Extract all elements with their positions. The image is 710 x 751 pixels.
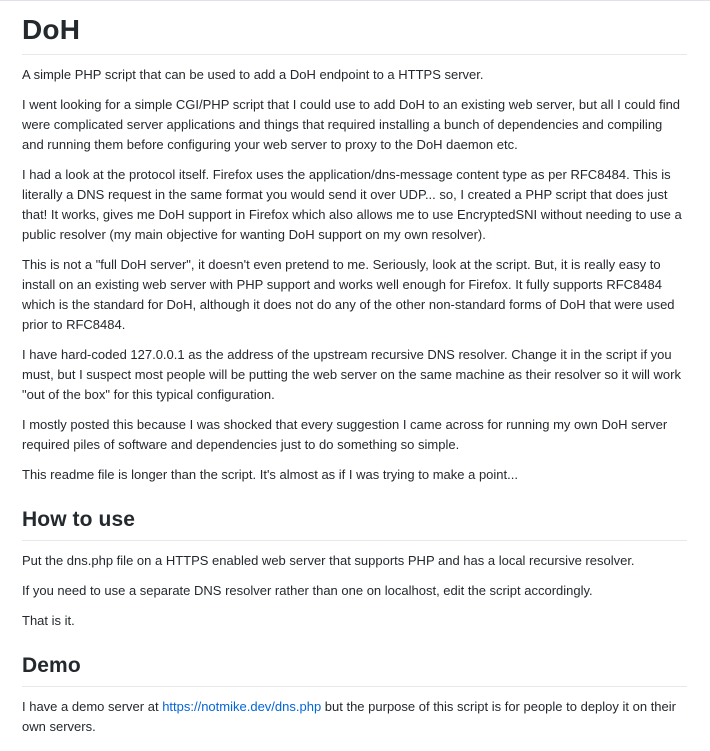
intro-paragraph-4: This is not a "full DoH server", it doesn't even pretend to me. Seriously, look at the script. But, it is really easy to install on an existing web server with PHP support and works well enough for Firefox. It fully supports RFC8484 which is the standard for DoH, although it does not do any of the other non-standard forms of DoH that were used prior to RFC8484. [22, 257, 675, 332]
how-to-use-paragraph-2: If you need to use a separate DNS resolver rather than one on localhost, edit the script accordingly. [22, 583, 593, 598]
intro-paragraph-7: This readme file is longer than the script. It's almost as if I was trying to make a point... [22, 467, 518, 482]
intro-paragraph-5: I have hard-coded 127.0.0.1 as the address of the upstream recursive DNS resolver. Change it in the script if you must, but I suspect most people will be putting the web server on the same machine as their resolver so it will work "out of the box" for this typical configuration. [22, 347, 681, 402]
how-to-use-paragraph-1: Put the dns.php file on a HTTPS enabled web server that supports PHP and has a local recursive resolver. [22, 553, 635, 568]
intro-paragraph-2: I went looking for a simple CGI/PHP script that I could use to add DoH to an existing web server, but all I could find were complicated server applications and things that required installing a bunch of dependencies and compiling and running them before configuring your web server to proxy to the DoH daemon etc. [22, 97, 681, 152]
section-heading-how-to-use: How to use [22, 507, 687, 541]
demo-text-after-link: but the purpose of this script is for people to deploy it on their own servers. [22, 699, 676, 734]
intro-paragraph-3: I had a look at the protocol itself. Firefox uses the application/dns-message content type as per RFC8484. This is literally a DNS request in the same format you would send it over UDP... so, I created a PHP script that does just that! It works, gives me DoH support in Firefox which also allows me to use EncryptedSNI without needing to use a public resolver (my main objective for wanting DoH support on my own resolver). [22, 167, 682, 242]
demo-paragraph [22, 697, 687, 737]
demo-text-before-link: I have a demo server at [22, 699, 163, 714]
demo-server-link[interactable]: https://notmike.dev/dns.php [162, 699, 322, 714]
intro-paragraph-6: I mostly posted this because I was shocked that every suggestion I came across for running my own DoH server required piles of software and dependencies just to do something so simple. [22, 417, 668, 452]
intro-paragraph-1: A simple PHP script that can be used to add a DoH endpoint to a HTTPS server. [22, 67, 484, 82]
how-to-use-paragraph-3: That is it. [22, 613, 75, 628]
section-heading-demo: Demo [22, 653, 687, 687]
page-title: DoH [22, 14, 687, 55]
